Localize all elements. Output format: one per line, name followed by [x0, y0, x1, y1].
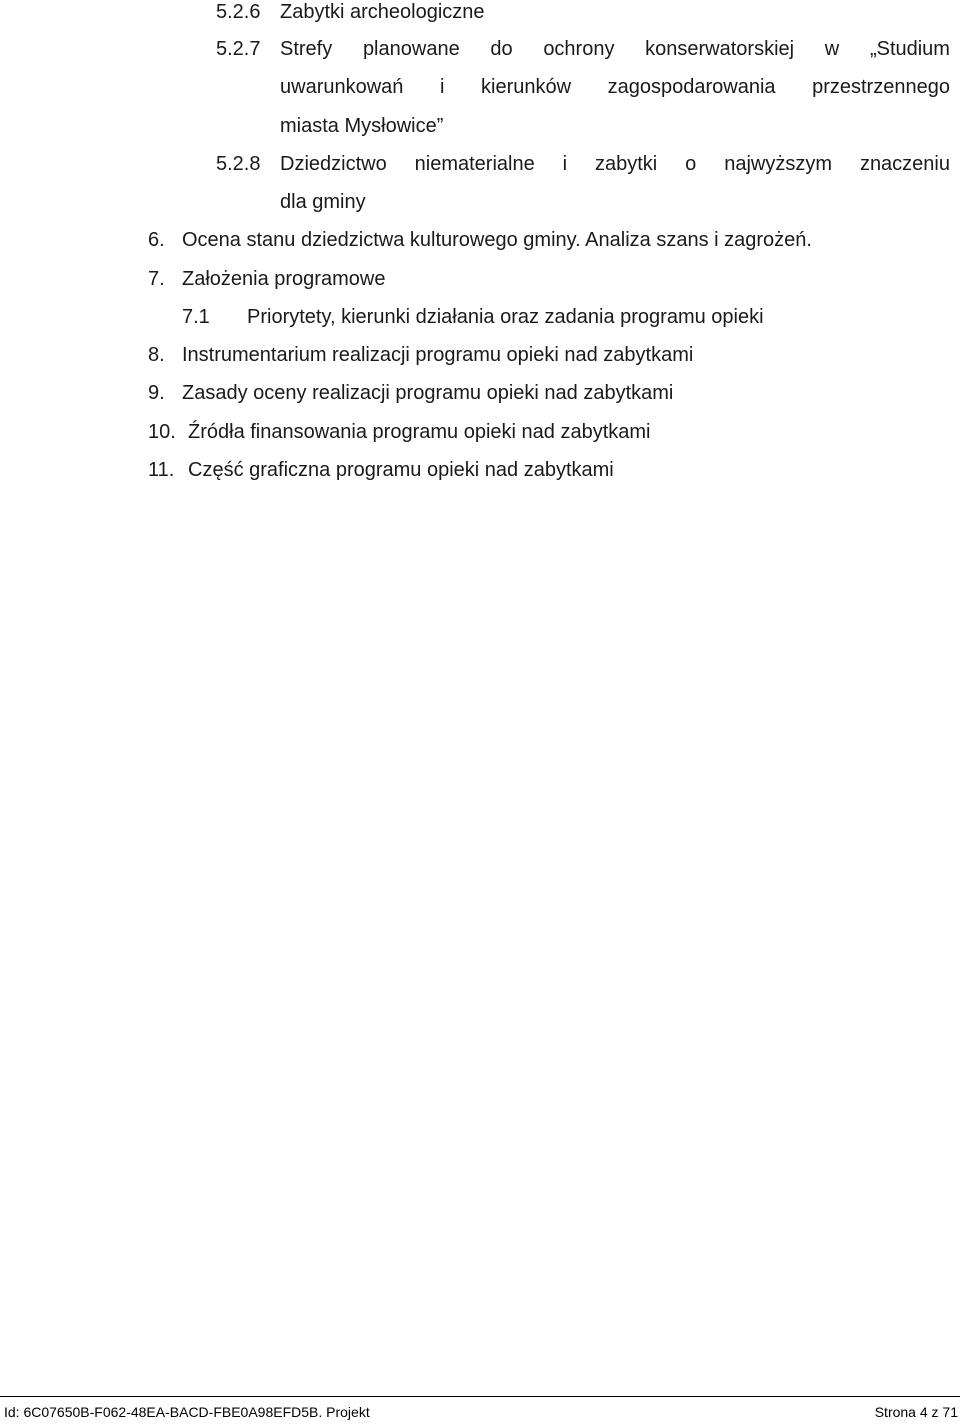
toc-word: uwarunkowań [280, 76, 404, 98]
toc-title: dla gminy [280, 191, 366, 213]
toc-title: miasta Mysłowice” [280, 115, 444, 137]
page-number: Strona 4 z 71 [874, 1404, 958, 1420]
toc-word: najwyższym [724, 153, 833, 175]
toc-title: Instrumentarium realizacji programu opieki nad zabytkami [182, 344, 694, 366]
toc-word: zabytki [595, 153, 658, 175]
toc-word: znaczeniu [859, 153, 950, 175]
toc-title: Ocena stanu dziedzictwa kulturowego gminy. Analiza szans i zagrożeń. [182, 229, 812, 251]
toc-number: 8. [148, 344, 165, 366]
toc-word: kierunków [481, 76, 572, 98]
toc-word: niematerialne [414, 153, 535, 175]
toc-title: Założenia programowe [182, 268, 386, 290]
page-footer [0, 1396, 960, 1424]
toc-word: o [685, 153, 697, 175]
toc-word: „Studium [869, 38, 950, 60]
toc-number: 5.2.6 [216, 1, 261, 23]
toc-word: Strefy [280, 38, 333, 60]
toc-title: Zasady oceny realizacji programu opieki nad zabytkami [182, 382, 674, 404]
toc-word: Dziedzictwo [280, 153, 387, 175]
toc-number: 7.1 [182, 306, 210, 328]
toc-word: ochrony [543, 38, 615, 60]
toc-word: i [439, 76, 445, 98]
toc-number: 10. [148, 421, 176, 443]
toc-title: Zabytki archeologiczne [280, 1, 485, 23]
toc-title: Priorytety, kierunki działania oraz zadania programu opieki [247, 306, 764, 328]
toc-number: 11. [148, 459, 175, 481]
toc-number: 7. [148, 268, 165, 290]
toc-word: w [824, 38, 840, 60]
toc-number: 5.2.8 [216, 153, 261, 175]
toc-word: i [562, 153, 568, 175]
toc-word: konserwatorskiej [645, 38, 795, 60]
toc-title-line [280, 37, 950, 61]
toc-word: do [490, 38, 513, 60]
toc-number: 6. [148, 229, 165, 251]
toc-word: przestrzennego [812, 76, 950, 98]
toc-word: planowane [362, 38, 460, 60]
toc-title: Źródła finansowania programu opieki nad zabytkami [188, 421, 651, 443]
toc-title-line [280, 152, 950, 176]
toc-word: zagospodarowania [607, 76, 776, 98]
toc-number: 5.2.7 [216, 38, 261, 60]
toc-title: Część graficzna programu opieki nad zabytkami [188, 459, 614, 481]
document-id: Id: 6C07650B-F062-48EA-BACD-FBE0A98EFD5B. Projekt [4, 1404, 370, 1420]
toc-title-line [280, 75, 950, 99]
toc-number: 9. [148, 382, 165, 404]
